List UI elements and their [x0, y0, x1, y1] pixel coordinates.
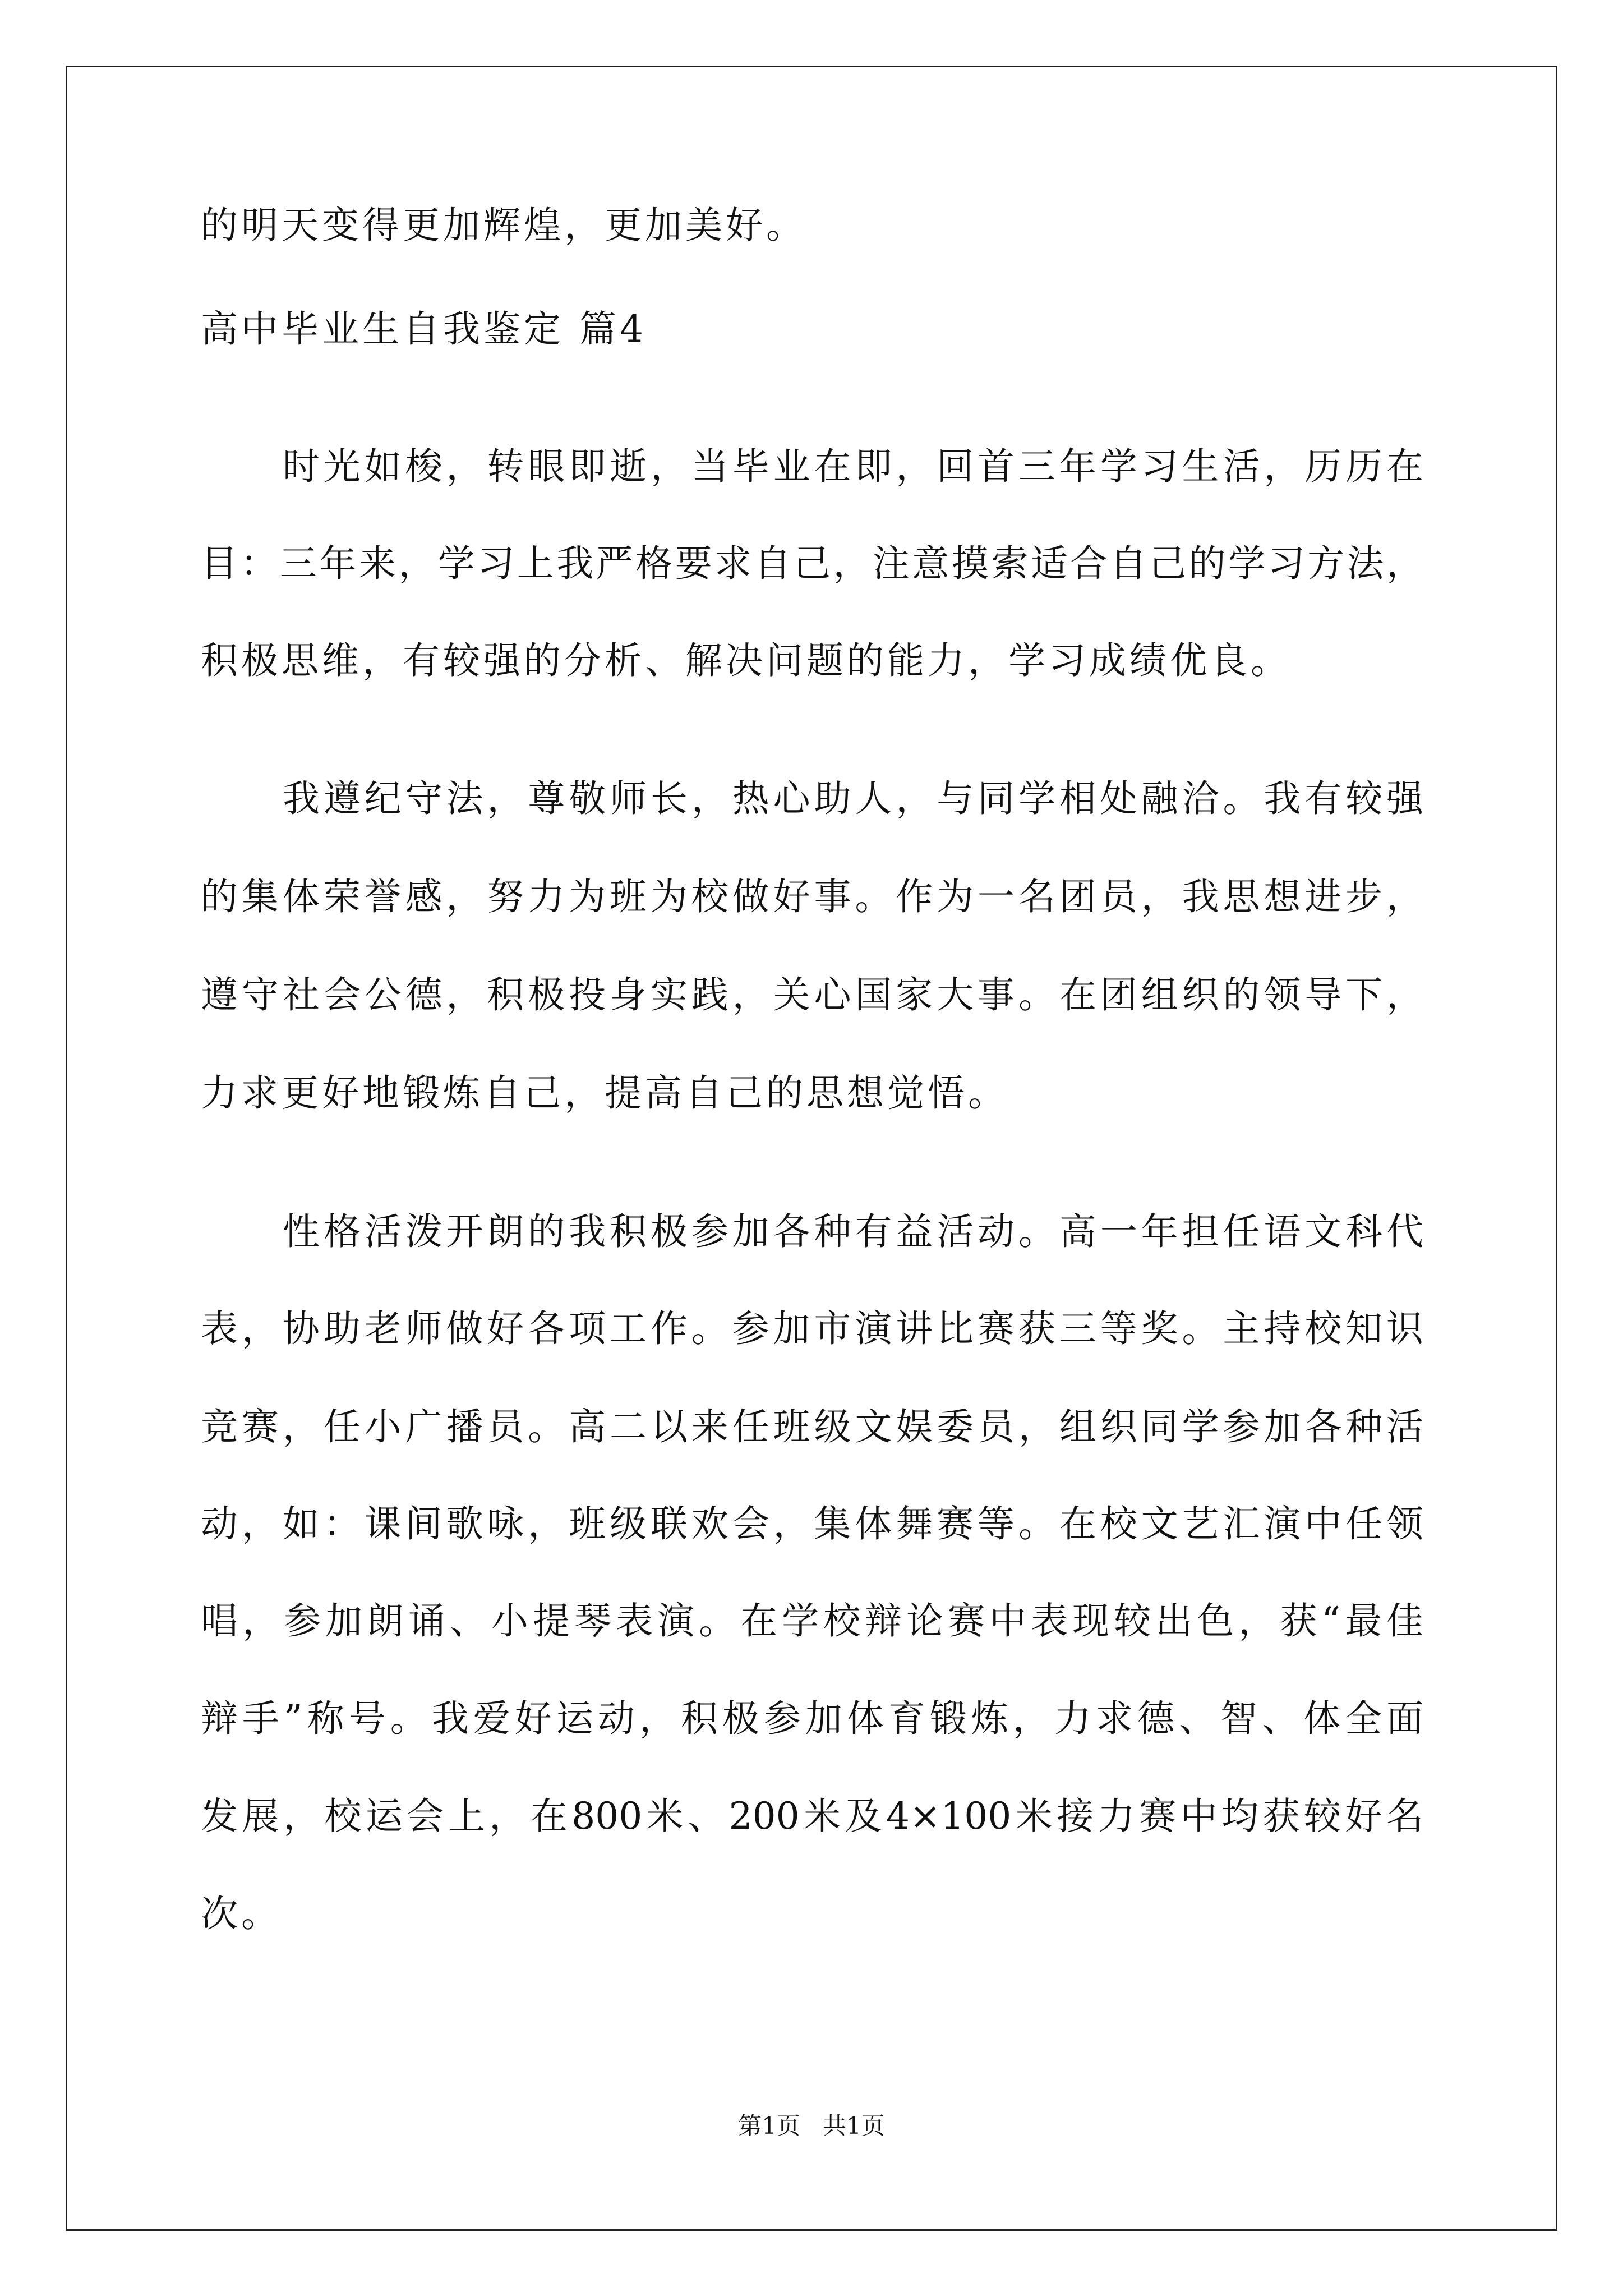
text-line: 我遵纪守法，尊敬师长，热心助人，与同学相处融洽。我有较强: [283, 777, 1423, 820]
text-line: 的明天变得更加辉煌，更加美好。: [201, 204, 806, 247]
text-line: 的集体荣誉感，努力为班为校做好事。作为一名团员，我思想进步，: [201, 875, 1423, 918]
section-heading: 高中毕业生自我鉴定 篇4: [201, 307, 647, 351]
page-footer: 第1页 共1页: [738, 2112, 885, 2139]
text-line: 表，协助老师做好各项工作。参加市演讲比赛获三等奖。主持校知识: [201, 1307, 1423, 1350]
text-line: 次。: [201, 1892, 282, 1935]
text-line: 时光如梭，转眼即逝，当毕业在即，回首三年学习生活，历历在: [283, 445, 1423, 488]
text-line: 唱，参加朗诵、小提琴表演。在学校辩论赛中表现较出色，获“最佳: [201, 1599, 1423, 1642]
text-line: 性格活泼开朗的我积极参加各种有益活动。高一年担任语文科代: [283, 1210, 1423, 1253]
text-line: 竞赛，任小广播员。高二以来任班级文娱委员，组织同学参加各种活: [201, 1405, 1423, 1448]
text-line: 辩手”称号。我爱好运动，积极参加体育锻炼，力求德、智、体全面: [201, 1697, 1423, 1740]
text-line: 力求更好地锻炼自己，提高自己的思想觉悟。: [201, 1071, 1008, 1115]
text-line: 遵守社会公德，积极投身实践，关心国家大事。在团组织的领导下，: [201, 973, 1423, 1016]
text-line: 目：三年来，学习上我严格要求自己，注意摸索适合自己的学习方法，: [201, 542, 1423, 585]
text-line: 发展，校运会上，在800米、200米及4×100米接力赛中均获较好名: [201, 1795, 1423, 1838]
text-line: 动，如：课间歌咏，班级联欢会，集体舞赛等。在校文艺汇演中任领: [201, 1502, 1423, 1545]
page-border: [66, 66, 1557, 2231]
text-line: 积极思维，有较强的分析、解决问题的能力，学习成绩优良。: [201, 639, 1291, 682]
